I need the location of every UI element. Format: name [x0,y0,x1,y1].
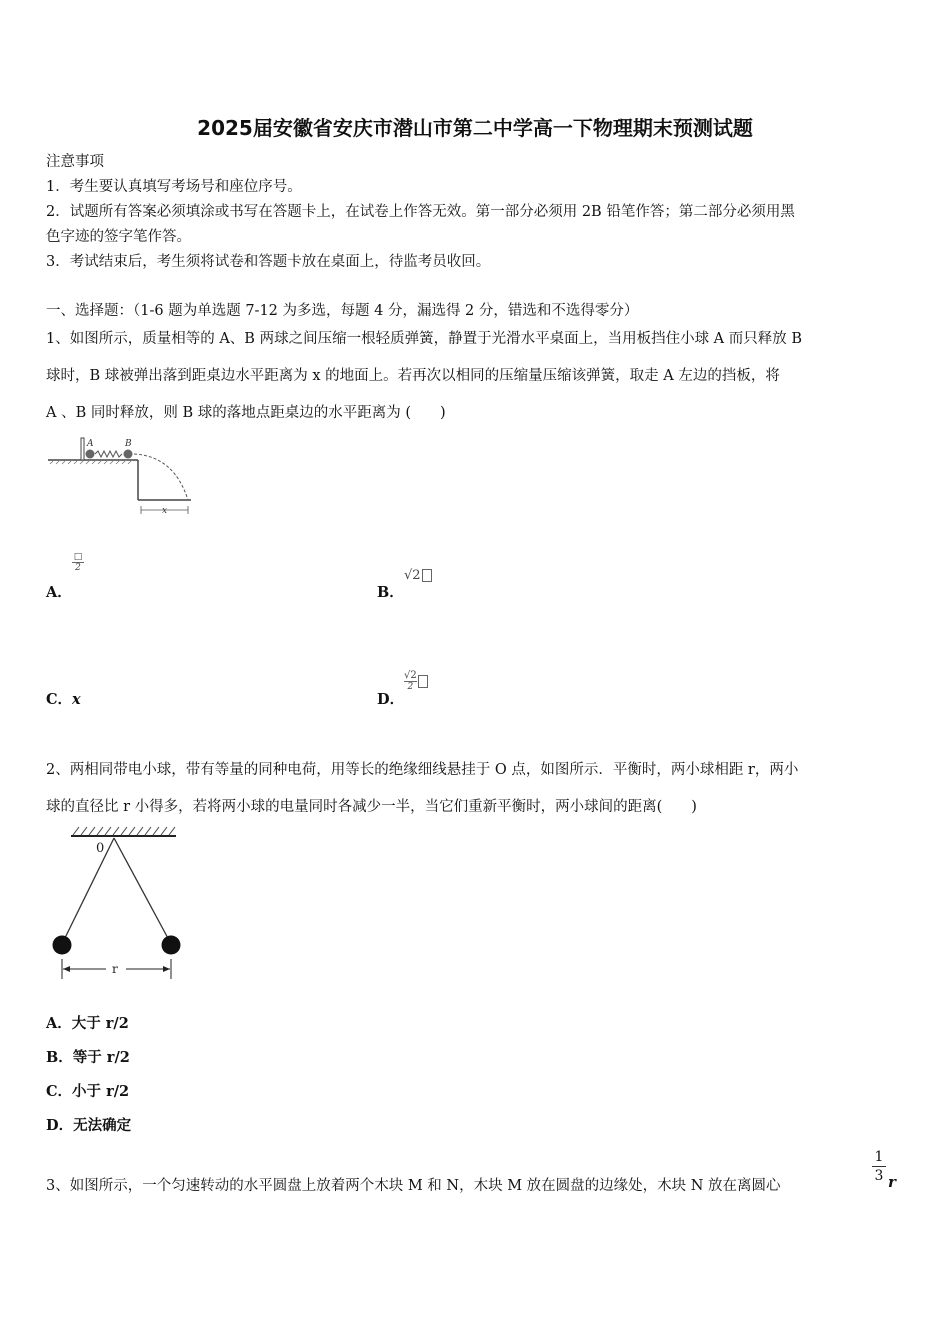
q2-option-c[interactable]: C．小于 r/2 [46,1083,130,1100]
fraction-denominator: 2 [75,563,81,573]
option-label: C． [46,691,73,708]
q1-line: A 、B 同时释放，则 B 球的落地点距桌边的水平距离为 ( ) [46,405,446,421]
q1-option-a[interactable]: A． [46,584,72,601]
page-title: 2025届安徽省安庆市潜山市第二中学高一下物理期末预测试题 [197,116,753,140]
q1-option-d[interactable]: D． [377,691,405,708]
fraction-numerator: □ [73,552,83,562]
q3-line: 3、如图所示，一个匀速转动的水平圆盘上放着两个木块 M 和 N，木块 M 放在圆盘的边缘处，木块 N 放在离圆心 [46,1178,781,1194]
fraction-numerator: √2 [404,670,417,681]
q2-line: 2、两相同带电小球，带有等量的同种电荷，用等长的绝缘细线悬挂于 O 点，如图所示．平衡时，两小球相距 r，两小 [46,762,799,778]
notice-item: 色字迹的签字笔作答。 [46,229,191,245]
sqrt-value: √2 [404,568,421,583]
q2-option-a[interactable]: A．大于 r/2 [46,1015,129,1032]
q1-label-x: x [162,506,168,516]
fraction [404,670,417,692]
q1-line: 球时，B 球被弹出落到距桌边水平距离为 x 的地面上。若再次以相同的压缩量压缩该弹簧，取走 A 左边的挡板，将 [46,368,780,384]
q2-figure [46,822,196,982]
notice-heading: 注意事项 [46,154,104,170]
fraction-numerator: 1 [872,1149,886,1167]
fraction-denominator: 3 [874,1168,884,1184]
q1-label-b: B [125,439,132,449]
q1-option-b-value [404,568,432,583]
q1-label-a: A [87,439,94,449]
q2-label-r: r [112,962,118,976]
q2-option-b[interactable]: B．等于 r/2 [46,1049,130,1066]
option-value: x [72,691,81,708]
q3-radius: r [888,1173,896,1191]
q1-option-d-value [404,670,428,692]
q2-line: 球的直径比 r 小得多，若将两小球的电量同时各减少一半，当它们重新平衡时，两小球间的距离( ) [46,799,697,815]
q1-line: 1、如图所示，质量相等的 A、B 两球之间压缩一根轻质弹簧，静置于光滑水平桌面上，当用板挡住小球 A 而只释放 B [46,331,803,347]
q2-option-d[interactable]: D．无法确定 [46,1117,132,1134]
q1-option-b[interactable]: B． [377,584,404,601]
q1-option-c[interactable] [46,688,81,709]
fraction-denominator: 2 [407,682,414,692]
q2-label-o: 0 [96,841,105,856]
section-heading: 一、选择题：（1-6 题为单选题 7-12 为多选，每题 4 分，漏选得 2 分，错选和不选得零分） [46,303,639,319]
q3-fraction [872,1149,886,1185]
q1-option-a-value [72,552,84,573]
notice-item: 1．考生要认真填写考场号和座位序号。 [46,179,302,195]
q1-figure [46,430,196,522]
missing-glyph-icon [418,675,428,688]
missing-glyph-icon [422,569,432,582]
notice-item: 3．考试结束后，考生须将试卷和答题卡放在桌面上，待监考员收回。 [46,254,491,270]
notice-item: 2．试题所有答案必须填涂或书写在答题卡上，在试卷上作答无效。第一部分必须用 2B 铅笔作答；第二部分必须用黑 [46,204,795,220]
